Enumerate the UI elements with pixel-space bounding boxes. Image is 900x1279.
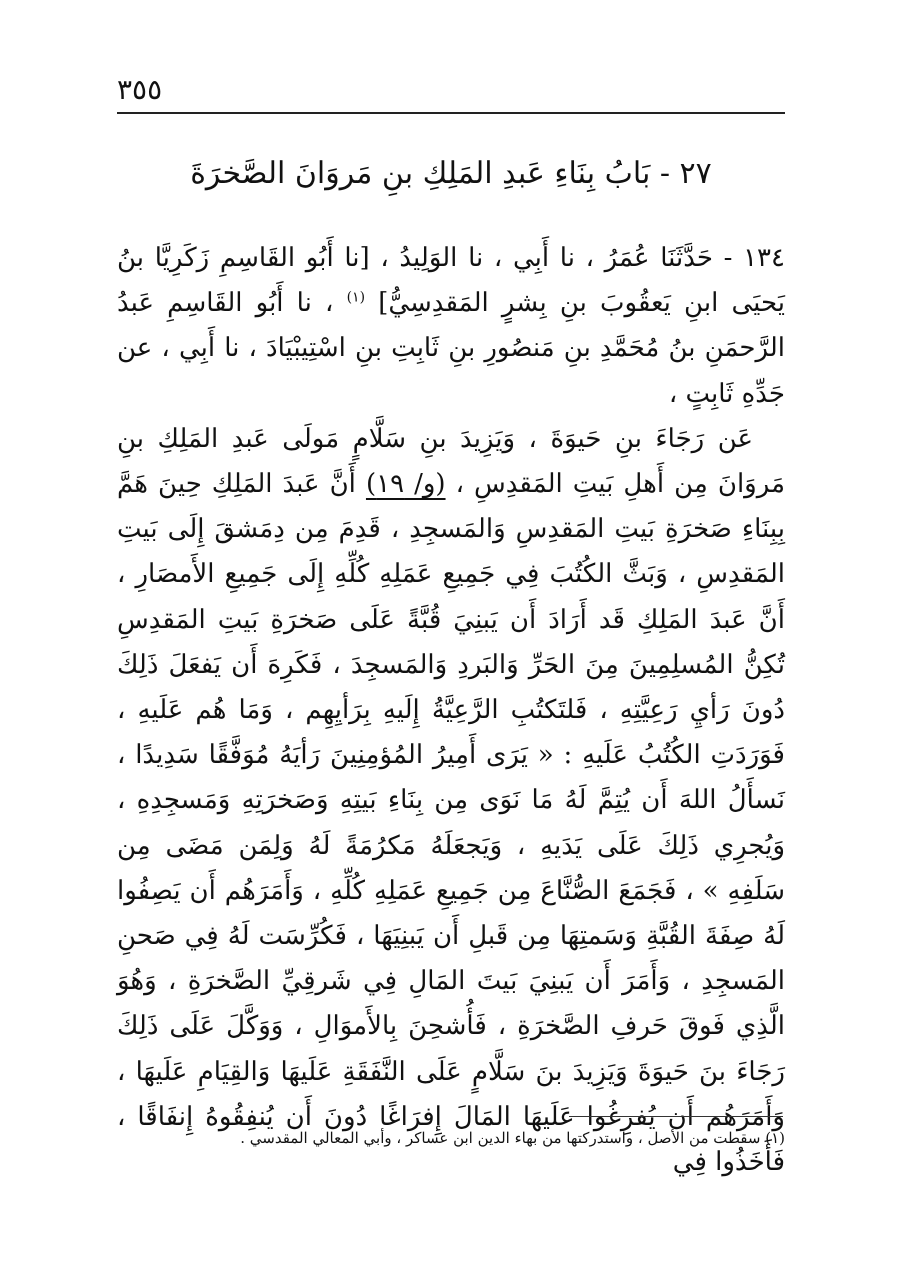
header-rule [117,112,785,114]
body-text [117,236,785,1185]
matn-text-after-folio: أَنَّ عَبدَ المَلِكِ حِينَ هَمَّ بِبِنَاءِ صَخرَةِ بَيتِ المَقدِسِ وَالمَسجِدِ ، قَدِمَ مِن دِمَشقَ إِلَى بَيتِ المَقدِسِ ، وَبَثَّ الكُتُبَ فِي جَمِيعِ عَمَلِهِ كُلِّهِ إِلَى جَمِيعِ الأَمصَارِ ، أَنَّ عَبدَ المَلِكِ قَد أَرَادَ أَن يَبنِيَ قُبَّةً عَلَى صَخرَةِ بَيتِ المَقدِسِ تُكِنُّ المُسلِمِينَ مِنَ الحَرِّ وَالبَردِ وَالمَسجِدَ ، فَكَرِهَ أَن يَفعَلَ ذَلِكَ دُونَ رَأيِ رَعِيَّتِهِ ، فَلتَكتُبِ الرَّعِيَّةُ إِلَيهِ بِرَأيِهِم ، وَمَا هُم عَلَيهِ ، فَوَرَدَتِ الكُتُبُ عَلَيهِ : « يَرَى أَمِيرُ المُؤمِنِينَ رَأيَهُ مُوَفَّقًا سَدِيدًا ، نَسأَلُ اللهَ أَن يُتِمَّ لَهُ مَا نَوَى مِن بِنَاءِ بَيتِهِ وَصَخرَتِهِ وَمَسجِدِهِ ، وَيُجرِي ذَلِكَ عَلَى يَدَيهِ ، وَيَجعَلَهُ مَكرُمَةً لَهُ وَلِمَن مَضَى مِن سَلَفِهِ » ، فَجَمَعَ الصُّنَّاعَ مِن جَمِيعِ عَمَلِهِ كُلِّهِ ، وَأَمَرَهُم أَن يَصِفُوا لَهُ صِفَةَ القُبَّةِ وَسَمتِهَا مِن قَبلِ أَن يَبنِيَهَا ، فَكُرِّسَت لَهُ فِي صَحنِ المَسجِدِ ، وَأَمَرَ أَن يَبنِيَ بَيتَ المَالِ فِي شَرقِيِّ الصَّخرَةِ ، وَهُوَ الَّذِي فَوقَ حَرفِ الصَّخرَةِ ، فَأُشحِنَ بِالأَموَالِ ، وَوَكَّلَ عَلَى ذَلِكَ رَجَاءَ بنَ حَيوَةَ وَيَزِيدَ بنَ سَلَّامٍ عَلَى النَّفَقَةِ عَلَيهَا وَالقِيَامِ عَلَيهَا ، وَأَمَرَهُم أَن يُفرِغُوا عَلَيهَا المَالَ إِفرَاغًا دُونَ أَن يُنفِقُوهُ إِنفَاقًا ، فَأَخَذُوا فِي [117,469,785,1178]
footnote: (١) سقطت من الأصل ، واستدركتها من بهاء الدين ابن عساكر ، وأبي المعالي المقدسي . [240,1129,785,1147]
isnad-text-before-ref: ١٣٤ - حَدَّثَنَا عُمَرُ ، نا أَبِي ، نا الوَلِيدُ ، [نا أَبُو القَاسِمِ زَكَرِيَّا بنُ يَحيَى ابنِ يَعقُوبَ بنِ بِشرٍ المَقدِسِيُّ] [117,243,786,319]
chapter-title: ٢٧ - بَابُ بِنَاءِ عَبدِ المَلِكِ بنِ مَروَانَ الصَّخرَةَ [190,156,712,191]
footnote-reference: (١) [346,289,366,306]
isnad-text-after-ref: ، نا أَبُو القَاسِمِ عَبدُ الرَّحمَنِ بنُ مُحَمَّدِ بنِ مَنصُورِ بنِ ثَابِتِ بنِ اسْتِيبْيَادَ ، نا أَبِي ، عن جَدِّهِ ثَابِتٍ ، [117,288,785,409]
matn-text-before-folio: عَن رَجَاءَ بنِ حَيوَةَ ، وَيَزِيدَ بنِ سَلَّامٍ مَولَى عَبدِ المَلِكِ بنِ مَروَانَ مِن أَهلِ بَيتِ المَقدِسِ ، [117,423,785,500]
isnad-paragraph [117,236,785,417]
footnote-rule [569,1116,783,1117]
matn-paragraph [117,417,785,1185]
folio-marker: (و/ ١٩) [365,469,446,500]
page-number: ٣٥٥ [117,73,163,106]
